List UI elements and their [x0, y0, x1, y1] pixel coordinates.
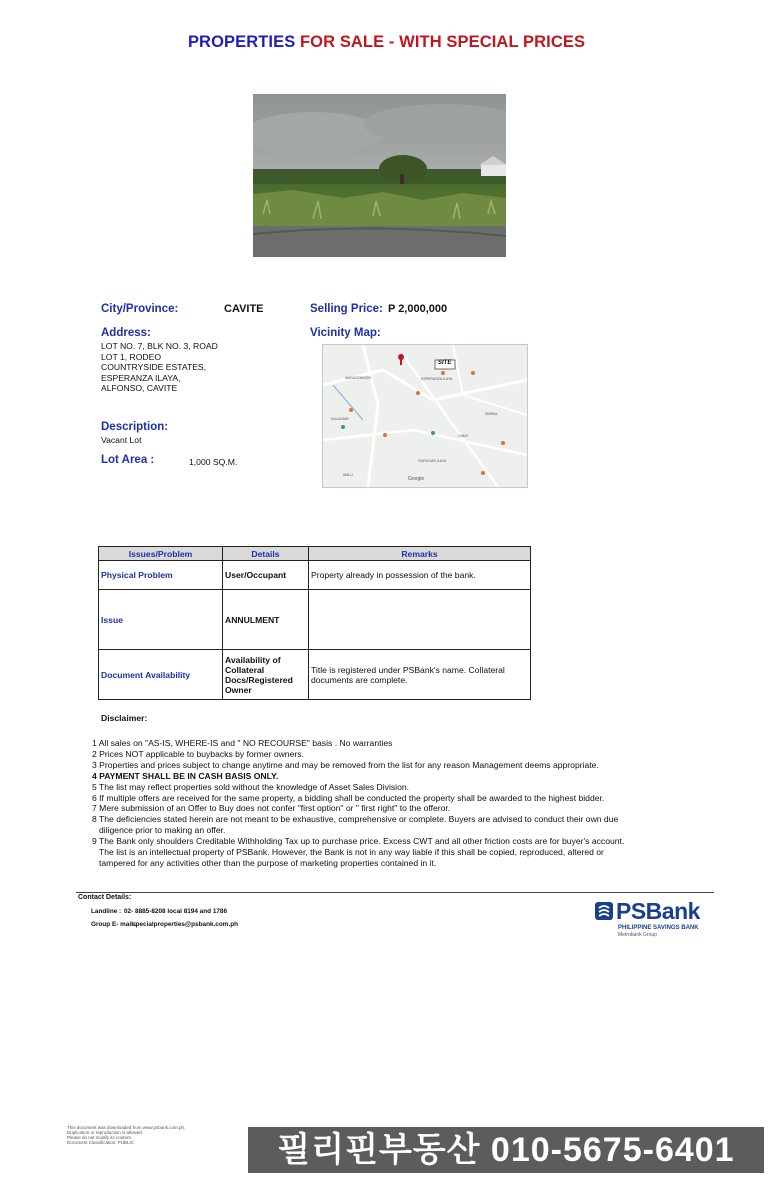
lot-area-label: Lot Area :	[101, 454, 155, 466]
contact-heading: Contact Details:	[78, 894, 132, 901]
title-part-2: FOR SALE - WITH SPECIAL PRICES	[300, 33, 586, 51]
map-place: ESPERANZA ILAYA	[421, 377, 453, 381]
map-place: SIMBAL	[485, 412, 498, 416]
details-cell: User/Occupant	[223, 561, 309, 590]
footer-note-line: Document Classification: PUBLIC	[67, 1140, 135, 1145]
disclaimer-line: diligence prior to making an offer.	[99, 825, 226, 836]
vicinity-map	[322, 344, 528, 488]
details-cell: ANNULMENT	[223, 590, 309, 650]
map-place: SALAGAIN	[331, 417, 349, 421]
column-header: Issues/Problem	[99, 547, 223, 561]
map-place: GINAT	[458, 434, 469, 438]
details-cell: Availability of Collateral Docs/Registered Owner	[223, 650, 309, 700]
contact-banner: 필리핀부동산 010-5675-6401	[248, 1127, 764, 1173]
table-row	[99, 650, 531, 700]
email-value: specialproperties@psbank.com.ph	[132, 921, 239, 928]
email-label: Group E- mail :	[91, 921, 137, 928]
description-label: Description:	[101, 421, 169, 433]
column-header: Remarks	[309, 547, 531, 561]
landline-value: 02- 8885-8208 local 8194 and 1786	[124, 908, 228, 915]
map-place: GURUGAN ILAYA	[418, 459, 447, 463]
disclaimer-line: 8 The deficiencies stated herein are not meant to be exhaustive, comprehensive or complete. Buyers are advised to conduct their own due	[92, 814, 619, 825]
disclaimer-line: 4 PAYMENT SHALL BE IN CASH BASIS ONLY.	[92, 770, 279, 781]
title-part-1: PROPERTIES	[187, 33, 296, 51]
issue-cell: Document Availability	[99, 650, 223, 700]
description-value: Vacant Lot	[101, 435, 142, 445]
column-header: Details	[223, 547, 309, 561]
disclaimer-line: 5 The list may reflect properties sold without the knowledge of Asset Sales Division.	[92, 781, 410, 792]
issues-table	[98, 546, 531, 700]
map-google-logo: Google	[408, 476, 425, 482]
map-site-label: SITE	[438, 360, 452, 366]
selling-price-label: Selling Price:	[310, 303, 383, 315]
property-photo	[253, 94, 506, 257]
disclaimer-line: 9 The Bank only shoulders Creditable Withholding Tax up to purchase price. Excess CWT and all other friction costs are for buyer's account.	[92, 836, 625, 847]
address-label: Address:	[101, 327, 151, 339]
issue-cell: Physical Problem	[99, 561, 223, 590]
address-line: COUNTRYSIDE ESTATES,	[101, 362, 207, 373]
map-place: MARAGONDON	[345, 376, 371, 380]
address-line: ALFONSO, CAVITE	[101, 383, 178, 394]
disclaimer-line: tampered for any activities other than the purpose of marketing properties contained in it.	[99, 857, 437, 868]
disclaimer-line: 1 All sales on "AS-IS, WHERE-IS and " NO RECOURSE" basis . No warranties	[92, 738, 393, 748]
address-line: ESPERANZA ILAYA,	[101, 372, 181, 383]
landline-label: Landline :	[91, 908, 122, 915]
psbank-logo-subtitle: PHILIPPINE SAVINGS BANK	[618, 925, 699, 931]
disclaimer-line: 7 Mere submission of an Offer to Buy does not confer "first option" or " first right" to the offeror.	[92, 803, 451, 814]
address-block	[101, 341, 218, 394]
selling-price-value: P 2,000,000	[388, 303, 448, 315]
disclaimer-list	[92, 738, 662, 869]
table-row	[99, 590, 531, 650]
psbank-logo-text: PSBank	[616, 898, 700, 924]
map-place: AMLU	[343, 473, 353, 477]
page-title	[0, 33, 773, 52]
footer-note-line: Duplication or reproduction is allowed.	[67, 1130, 144, 1135]
disclaimer-heading: Disclaimer:	[101, 713, 148, 723]
footer-note-line: This document was downloaded from www.psbank.com.ph.	[67, 1125, 186, 1130]
disclaimer-line: 2 Prices NOT applicable to buybacks by former owners.	[92, 748, 304, 759]
footer-note-line: Please do not modify its content.	[67, 1135, 133, 1140]
psbank-logo-group: Metrobank Group	[618, 932, 657, 938]
table-row	[99, 561, 531, 590]
footer-note	[67, 1125, 185, 1145]
issue-cell: Issue	[99, 590, 223, 650]
psbank-logo-icon	[594, 901, 614, 921]
remarks-cell: Property already in possession of the bank.	[309, 561, 531, 590]
table-header-row	[99, 547, 531, 561]
divider	[76, 892, 714, 893]
address-line: LOT NO. 7, BLK NO. 3, ROAD	[101, 341, 218, 351]
disclaimer-line: The list is an intellectual property of PSBank. However, the Bank is not in any way liable if this shall be copied, reproduced, altered or	[99, 847, 604, 858]
address-line: LOT 1, RODEO	[101, 351, 162, 362]
remarks-cell: Title is registered under PSBank's name. Collateral documents are complete.	[309, 650, 531, 700]
vicinity-map-label: Vicinity Map:	[310, 327, 381, 339]
lot-area-value: 1,000 SQ.M.	[189, 457, 238, 467]
disclaimer-line: 6 If multiple offers are received for the same property, a bidding shall be conducted the property shall be awarded to the highest bidder.	[92, 792, 605, 803]
city-value: CAVITE	[224, 303, 264, 315]
city-label: City/Province:	[101, 303, 179, 315]
disclaimer-line: 3 Properties and prices subject to change anytime and may be removed from the list for any reason Management deems appropriate.	[92, 759, 599, 770]
remarks-cell	[309, 590, 531, 650]
